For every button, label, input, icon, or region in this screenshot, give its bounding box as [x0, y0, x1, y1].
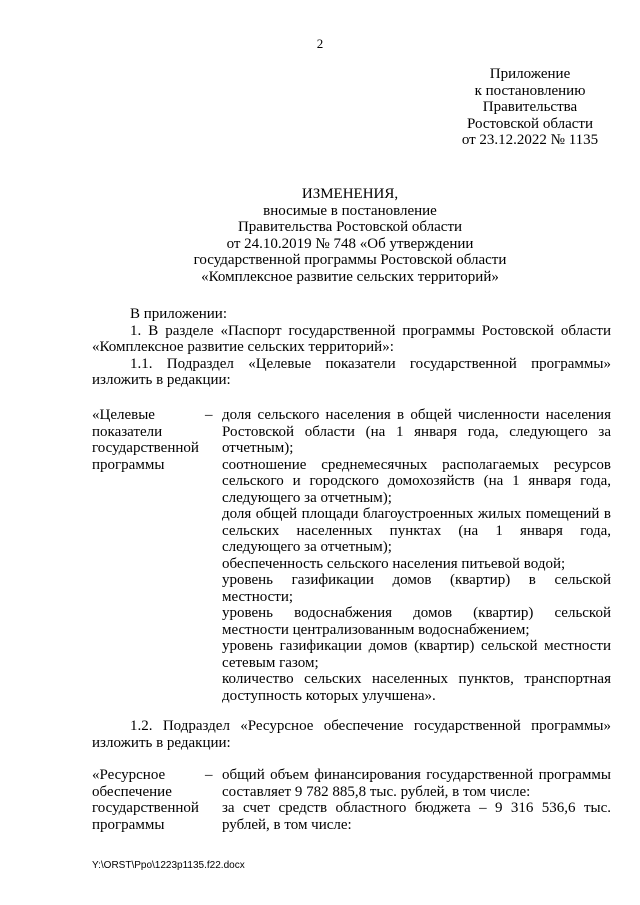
page-number: 2 — [316, 36, 324, 51]
file-path-footer: Y:\ORST\Ppo\1223p1135.f22.docx — [92, 860, 245, 871]
targets-content — [222, 407, 611, 704]
approval-line: от 23.12.2022 № 1135 — [461, 132, 599, 148]
label-line: программы — [92, 816, 165, 833]
target-item: доля общей площади благоустроенных жилых помещений в сельских населенных пунктах (на 1 января года, следующего за отчетным); — [222, 506, 611, 555]
approval-line: Правительства — [482, 99, 578, 115]
approval-line: Ростовской области — [467, 115, 593, 132]
resources-label — [92, 767, 217, 833]
approval-line: к постановлению — [474, 82, 586, 99]
document-title — [100, 186, 600, 285]
title-line: вносимые в постановление — [263, 202, 437, 219]
intro-paragraph: 1. В разделе «Паспорт государственной программы Ростовской области «Комплексное развитие сельских территорий»: — [92, 322, 611, 355]
title-line: Правительства Ростовской области — [237, 219, 463, 235]
label-line: государственной — [92, 440, 199, 456]
label-line: показатели — [92, 423, 163, 440]
resources-intro — [92, 718, 611, 751]
target-item: доля сельского населения в общей численности населения Ростовской области (на 1 января года, следующего за отчетным); — [222, 407, 611, 456]
target-item: уровень водоснабжения домов (квартир) сельской местности централизованным водоснабжением; — [222, 605, 611, 638]
resources-intro-paragraph: 1.2. Подраздел «Ресурсное обеспечение государственной программы» изложить в редакции: — [92, 718, 611, 751]
title-line: государственной программы Ростовской области — [193, 252, 507, 268]
label-line: «Ресурсное — [92, 767, 166, 783]
intro-section — [92, 306, 611, 389]
title-heading: ИЗМЕНЕНИЯ, — [301, 186, 399, 202]
title-line: от 24.10.2019 № 748 «Об утверждении — [226, 235, 474, 252]
target-item: количество сельских населенных пунктов, транспортная доступность которых улучшена». — [222, 671, 611, 704]
approval-line: Приложение — [489, 66, 571, 82]
label-line: государственной — [92, 800, 199, 816]
intro-paragraph: 1.1. Подраздел «Целевые показатели государственной программы» изложить в редакции: — [92, 355, 611, 388]
target-item: уровень газификации домов (квартир) в сельской местности; — [222, 572, 611, 605]
label-line: «Целевые — [92, 407, 155, 423]
targets-label — [92, 407, 217, 473]
row-dash: – — [205, 767, 213, 783]
resource-item: общий объем финансирования государственной программы составляет 9 782 885,8 тыс. рублей, в том числе: — [222, 767, 611, 800]
resource-item: за счет средств областного бюджета – 9 316 536,6 тыс. рублей, в том числе: — [222, 800, 611, 833]
title-line: «Комплексное развитие сельских территорий» — [201, 268, 499, 285]
target-item: обеспеченность сельского населения питьевой водой; — [222, 555, 566, 572]
target-item: соотношение среднемесячных располагаемых ресурсов сельского и городского домохозяйств (на 1 января года, следующего за отчетным); — [222, 456, 611, 506]
intro-paragraph: В приложении: — [130, 306, 227, 322]
resources-content — [222, 767, 611, 833]
row-dash: – — [205, 407, 213, 423]
target-item: уровень газификации домов (квартир) сельской местности сетевым газом; — [222, 638, 611, 671]
label-line: программы — [92, 456, 165, 473]
label-line: обеспечение — [92, 783, 172, 800]
approval-stamp — [420, 66, 640, 149]
